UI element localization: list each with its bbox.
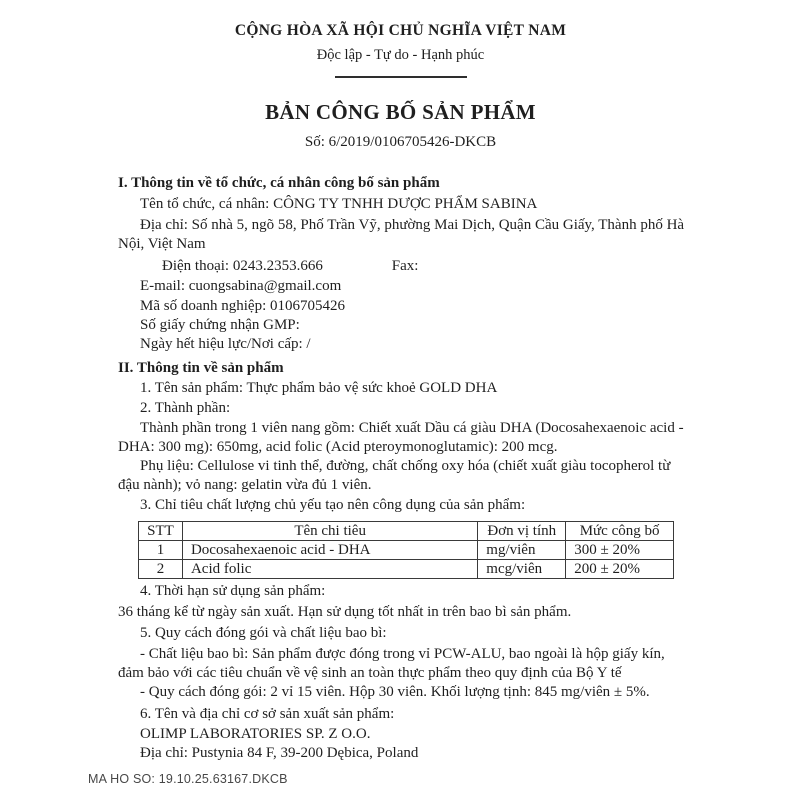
cell-declared: 300 ± 20%: [566, 541, 674, 560]
phone-value: Điện thoại: 0243.2353.666: [162, 258, 323, 274]
shelf-life-line: 36 tháng kể từ ngày sản xuất. Hạn sử dụng tốt nhất in trên bao bì sản phẩm.: [118, 604, 572, 620]
cell-unit: mg/viên: [478, 541, 566, 560]
file-code: MA HO SO: 19.10.25.63167.DKCB: [88, 772, 288, 786]
quality-criteria-table: [138, 521, 674, 579]
header-separator-line: [335, 76, 467, 78]
manufacturer-name-line: OLIMP LABORATORIES SP. Z O.O.: [140, 726, 371, 742]
document-header: [0, 0, 801, 151]
section1-heading: I. Thông tin về tổ chức, cá nhân công bố sản phẩm: [118, 175, 440, 191]
national-title: CỘNG HÒA XÃ HỘI CHỦ NGHĨA VIỆT NAM: [234, 22, 567, 39]
ingredients-main-line: Thành phần trong 1 viên nang gồm: Chiết xuất Dầu cá giàu DHA (Docosahexaenoic acid - DHA: 300 mg): 650mg, acid folic (Acid pteroymonoglutamic): 200 mcg.: [118, 420, 684, 455]
cell-stt: 2: [139, 560, 183, 579]
table-header-declared: Mức công bố: [566, 522, 674, 541]
org-address-line: Địa chỉ: Số nhà 5, ngõ 58, Phố Trần Vỹ, phường Mai Dịch, Quận Cầu Giấy, Thành phố Hà Nội, Việt Nam: [118, 217, 685, 252]
phone-fax-line: [118, 257, 685, 276]
table-row: [139, 560, 674, 579]
national-motto: Độc lập - Tự do - Hạnh phúc: [316, 47, 485, 63]
cell-name: Docosahexaenoic acid - DHA: [182, 541, 477, 560]
table-header-name: Tên chi tiêu: [182, 522, 477, 541]
table-header-unit: Đơn vị tính: [478, 522, 566, 541]
document-body: [0, 173, 801, 763]
expiry-line: Ngày hết hiệu lực/Nơi cấp: /: [140, 336, 311, 352]
section2-heading: II. Thông tin về sản phẩm: [118, 360, 284, 376]
quality-heading-line: 3. Chỉ tiêu chất lượng chủ yếu tạo nên công dụng của sản phẩm:: [140, 497, 526, 513]
org-name-line: Tên tổ chức, cá nhân: CÔNG TY TNHH DƯỢC PHẨM SABINA: [140, 196, 538, 212]
shelf-life-heading-line: 4. Thời hạn sử dụng sản phẩm:: [140, 583, 326, 599]
ingredients-heading-line: 2. Thành phần:: [140, 400, 231, 416]
ingredients-other-line: Phụ liệu: Cellulose vi tinh thể, đường, chất chống oxy hóa (chiết xuất giàu tocopherol từ đậu nành); vỏ nang: gelatin vừa đủ 1 viên.: [118, 458, 671, 493]
cell-name: Acid folic: [182, 560, 477, 579]
packaging-spec-line: - Quy cách đóng gói: 2 vỉ 15 viên. Hộp 30 viên. Khối lượng tịnh: 845 mg/viên ± 5%.: [140, 684, 650, 700]
fax-label: Fax:: [391, 258, 419, 274]
cell-declared: 200 ± 20%: [566, 560, 674, 579]
document-number: Số: 6/2019/0106705426-DKCB: [304, 134, 497, 150]
business-id-line: Mã số doanh nghiệp: 0106705426: [140, 298, 345, 314]
cell-unit: mcg/viên: [478, 560, 566, 579]
cell-stt: 1: [139, 541, 183, 560]
manufacturer-heading-line: 6. Tên và địa chỉ cơ sở sản xuất sản phẩm:: [140, 706, 395, 722]
table-header-stt: STT: [139, 522, 183, 541]
packaging-heading-line: 5. Quy cách đóng gói và chất liệu bao bì:: [140, 625, 387, 641]
table-header-row: [139, 522, 674, 541]
product-name-line: 1. Tên sản phẩm: Thực phẩm bảo vệ sức khoẻ GOLD DHA: [140, 380, 498, 396]
table-row: [139, 541, 674, 560]
document-title: BẢN CÔNG BỐ SẢN PHẨM: [265, 100, 536, 124]
email-line: E-mail: cuongsabina@gmail.com: [140, 278, 342, 294]
gmp-cert-line: Số giấy chứng nhận GMP:: [140, 317, 300, 333]
manufacturer-address-line: Địa chỉ: Pustynia 84 F, 39-200 Dębica, Poland: [140, 745, 419, 761]
packaging-material-line: - Chất liệu bao bì: Sản phẩm được đóng trong vỉ PCW-ALU, bao ngoài là hộp giấy kín, đảm bảo với các tiêu chuẩn về vệ sinh an toàn thực phẩm theo quy định của Bộ Y tế: [118, 646, 665, 681]
